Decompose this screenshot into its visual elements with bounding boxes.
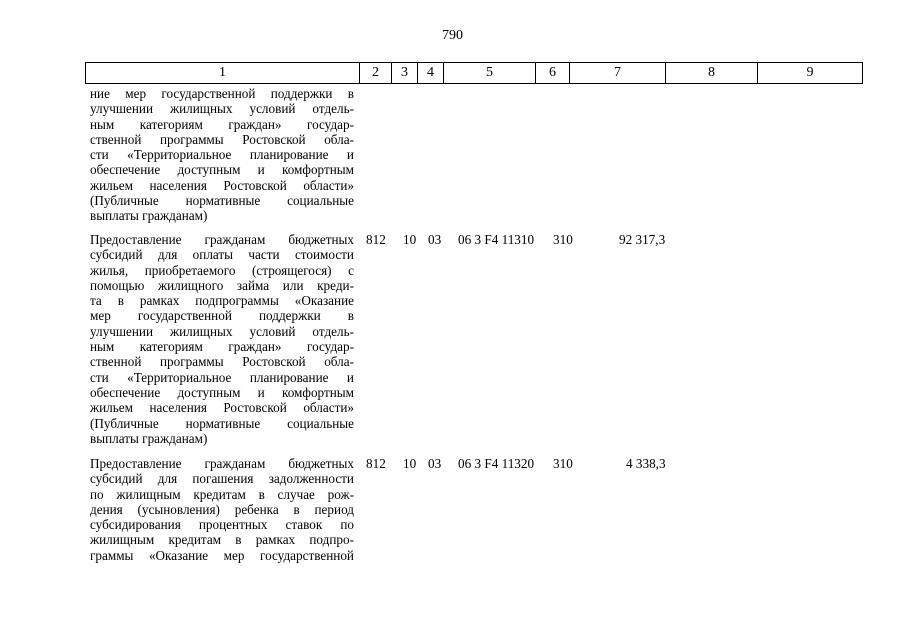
row-1-line: (Публичные нормативные социальные [90, 415, 354, 431]
row-0-line: улучшении жилищных условий отдель- [90, 101, 354, 117]
row-1-col-5: 06 3 F4 11310 [458, 232, 535, 247]
row-2-col-5: 06 3 F4 11320 [458, 456, 535, 471]
header-col-9: 9 [806, 65, 814, 80]
row-2-line: граммы «Оказание мер государственной [90, 547, 354, 563]
page-number: 790 [442, 28, 463, 43]
row-1-line: Предоставление гражданам бюджетных [90, 232, 354, 247]
row-2-line: по жилищным кредитам в случае рож- [90, 486, 354, 502]
row-1-col-4: 03 [428, 232, 442, 247]
header-col-1: 1 [86, 63, 360, 83]
row-2-line: субсидирования процентных ставок по [90, 517, 354, 533]
row-2-line: дения (усыновления) ребенка в период [90, 501, 354, 517]
header-col-6: 6 [536, 63, 570, 83]
row-1-col-7: 92 317,3 [619, 232, 666, 247]
row-1-line: сти «Территориальное планирование и [90, 369, 354, 385]
header-col-4: 4 [418, 63, 444, 83]
header-col-2: 2 [360, 63, 392, 83]
row-1-line: ным категориям граждан» государ- [90, 339, 354, 355]
row-0-line: ным категориям граждан» государ- [90, 116, 354, 132]
row-0-line: жильем населения Ростовской области» [90, 177, 354, 193]
row-1-line: улучшении жилищных условий отдель- [90, 323, 354, 339]
row-1-line: обеспечение доступным и комфортным [90, 384, 354, 400]
header-col-8: 8 [666, 63, 758, 83]
header-col-3: 3 [392, 63, 418, 83]
row-1-line: выплаты гражданам) [90, 430, 208, 446]
row-2-line: жилищным кредитам в рамках подпро- [90, 532, 354, 548]
row-1-line: жильем населения Ростовской области» [90, 400, 354, 416]
row-2-col-3: 10 [403, 456, 417, 471]
row-1-col-2: 812 [366, 232, 386, 247]
row-0-line: ние мер государственной поддержки в [90, 86, 354, 101]
row-0-line: обеспечение доступным и комфортным [90, 162, 354, 178]
row-2-col-7: 4 338,3 [626, 456, 666, 471]
header-col-5: 5 [444, 63, 536, 83]
row-1-line: помощью жилищного займа или креди- [90, 277, 354, 293]
row-1-line: ственной программы Ростовской обла- [90, 354, 354, 370]
row-0-line: (Публичные нормативные социальные [90, 193, 354, 209]
row-2-line: Предоставление гражданам бюджетных [90, 456, 354, 471]
header-col-7: 7 [570, 63, 666, 83]
row-0-description [90, 86, 354, 224]
row-2-description [90, 456, 354, 563]
row-1-line: та в рамках подпрограммы «Оказание [90, 293, 354, 309]
table-header-row [85, 62, 863, 84]
row-1-description [90, 232, 354, 446]
row-1-col-6: 310 [553, 232, 573, 247]
row-1-col-3: 10 [403, 232, 417, 247]
row-0-line: сти «Территориальное планирование и [90, 147, 354, 163]
row-2-col-2: 812 [366, 456, 386, 471]
row-1-line: субсидий для оплаты части стоимости [90, 247, 354, 263]
row-0-line: выплаты гражданам) [90, 208, 208, 224]
row-2-col-6: 310 [553, 456, 573, 471]
row-1-line: жилья, приобретаемого (строящегося) с [90, 262, 354, 278]
row-1-line: мер государственной поддержки в [90, 308, 354, 324]
row-2-line: субсидий для погашения задолженности [90, 471, 354, 487]
row-0-line: ственной программы Ростовской обла- [90, 131, 354, 147]
row-2-col-4: 03 [428, 456, 442, 471]
